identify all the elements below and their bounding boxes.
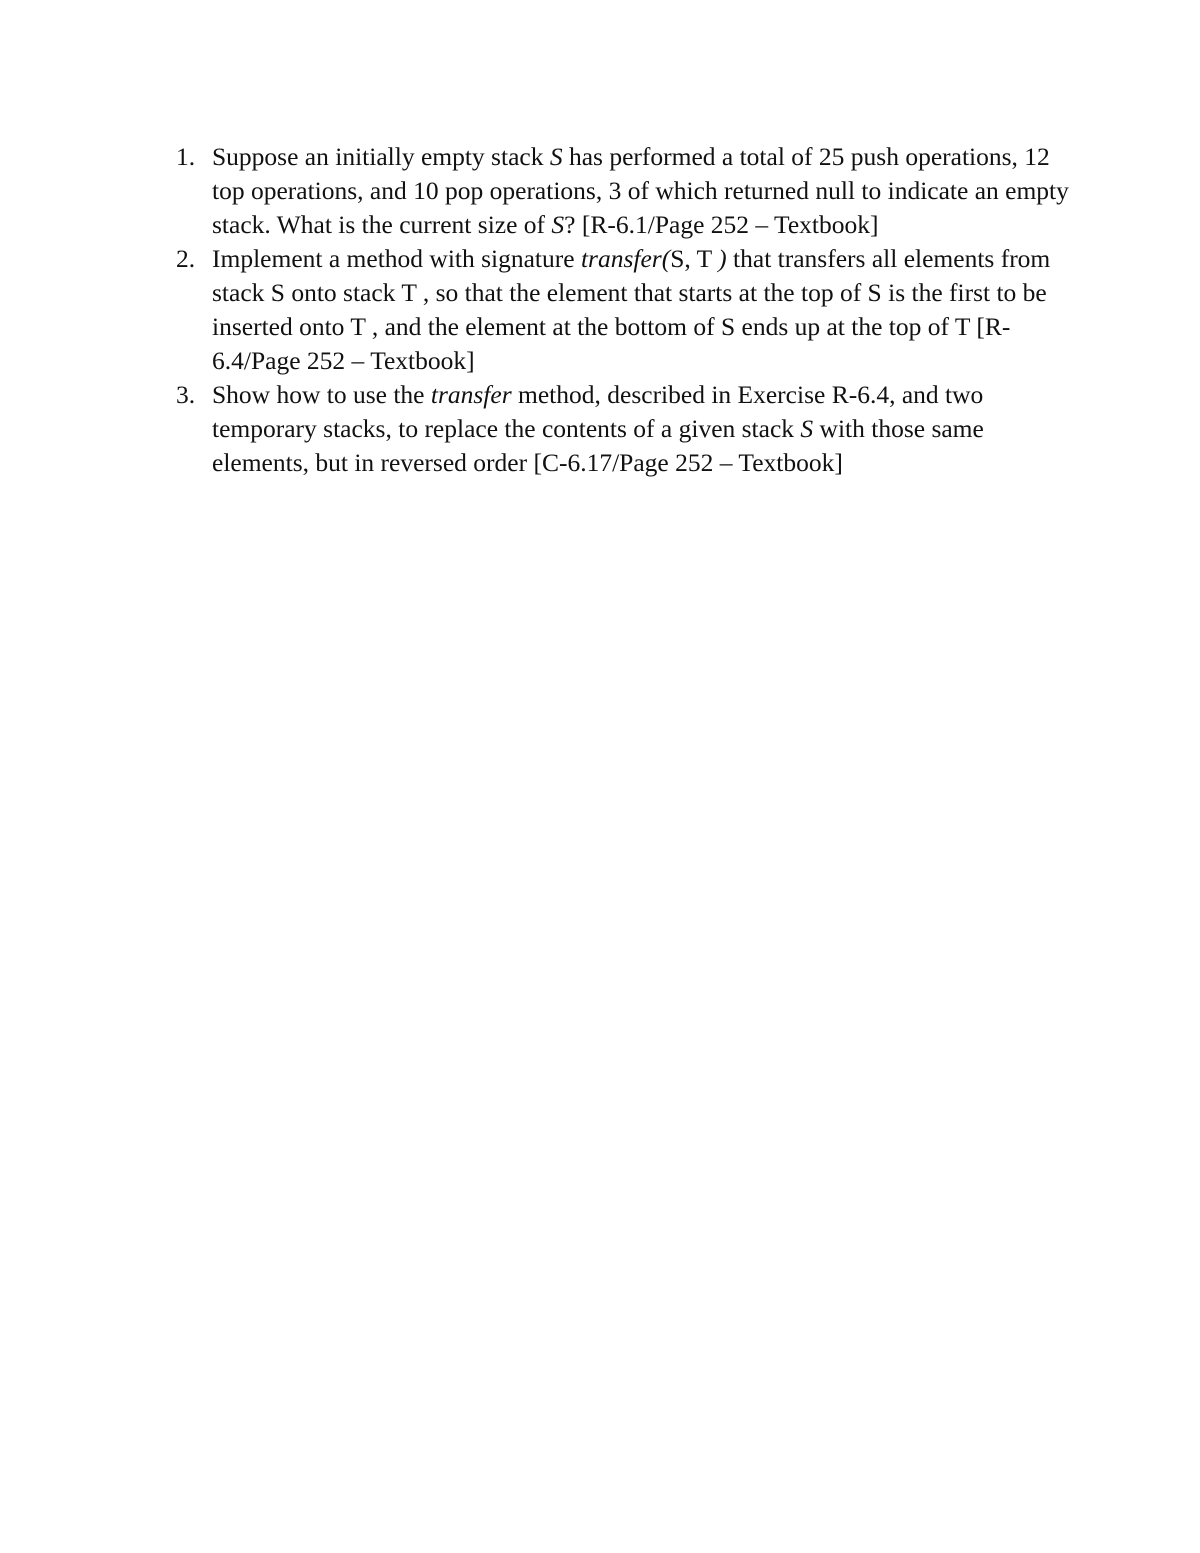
exercise-item-3 (160, 378, 1080, 480)
item-number: 2. (176, 244, 196, 273)
item-number: 3. (176, 380, 196, 409)
italic-method-name: transfer (430, 380, 512, 409)
exercise-item-2 (160, 242, 1080, 378)
exercise-item-1 (160, 140, 1080, 242)
item-text (212, 140, 1080, 242)
text-run: S, T (670, 244, 719, 273)
item-text (212, 378, 1080, 480)
text-run: that transfers all elements from stack S onto stack T , so that the element that starts at the top of S is the first to be inserted onto T , and the element at the bottom of S ends up at the top of T [R-6.4/Page 252 – Textbook] (212, 244, 1051, 375)
text-run: has performed a total of 25 push operations, 12 top operations, and 10 pop operations, 3 of which returned null to indicate an empty stack. What is the current size of (212, 142, 1069, 239)
text-run: method, described in Exercise R-6.4, and two temporary stacks, to replace the contents of a given stack (212, 380, 984, 443)
italic-symbol: S (800, 414, 814, 443)
item-text (212, 242, 1080, 378)
text-run: with those same elements, but in reversed order [C-6.17/Page 252 – Textbook] (212, 414, 984, 477)
text-run: Show how to use the (212, 380, 431, 409)
text-run: Suppose an initially empty stack (212, 142, 550, 171)
item-number: 1. (176, 142, 196, 171)
italic-symbol: S (549, 142, 563, 171)
italic-method-name: transfer( (580, 244, 671, 273)
exercise-list (160, 140, 1080, 480)
italic-symbol: S (551, 210, 565, 239)
italic-symbol: ) (718, 244, 727, 273)
text-run: Implement a method with signature (212, 244, 581, 273)
text-run: ? [R-6.1/Page 252 – Textbook] (564, 210, 879, 239)
